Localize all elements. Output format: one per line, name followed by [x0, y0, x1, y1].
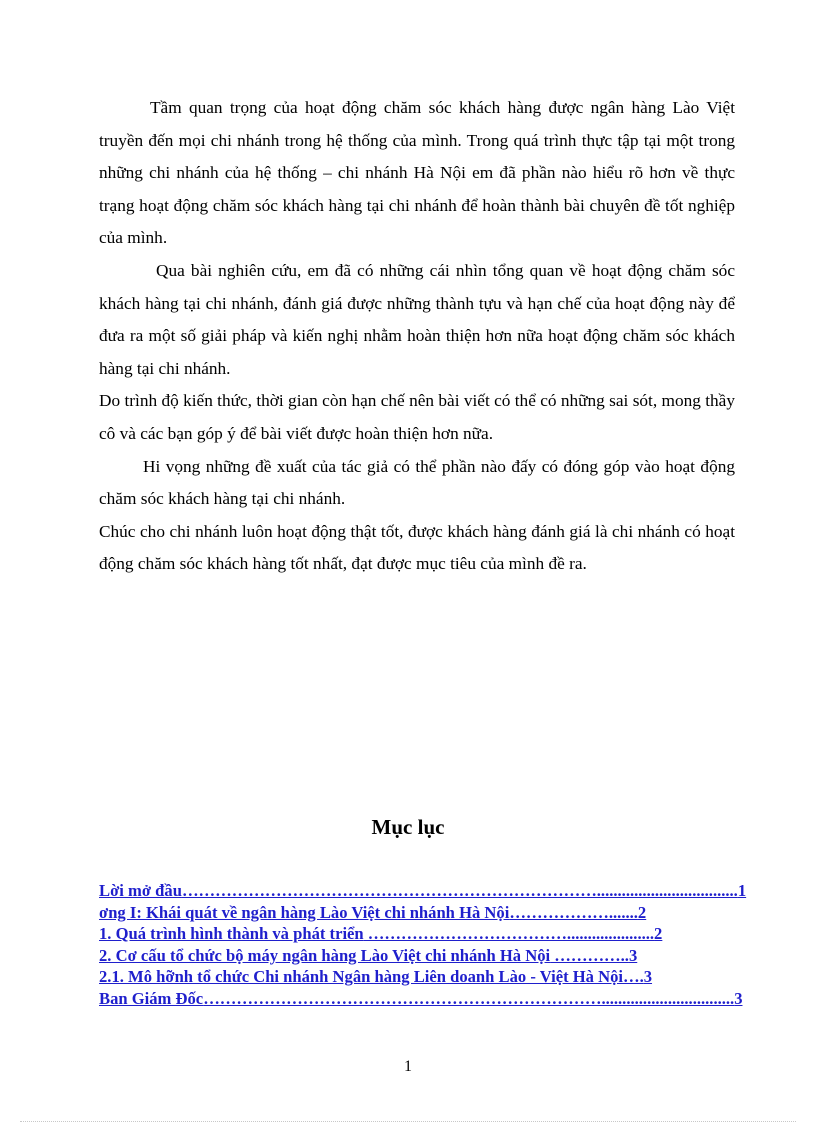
toc-entry-ban-giam-doc[interactable]: Ban Giám Đốc………………………………………………………………................................3 [99, 988, 743, 1008]
toc-entry-page: 3 [734, 988, 743, 1008]
toc-entry-co-cau[interactable]: 2. Cơ cấu tổ chức bộ máy ngân hàng Lào Việt chi nhánh Hà Nội …………..3 [99, 945, 638, 965]
page-number: 1 [404, 1058, 412, 1075]
toc-entry-text: 2.1. Mô hỡnh tổ chức Chi nhánh Ngân hàng Liên doanh Lào - Việt Hà Nội [99, 967, 623, 987]
toc-entry-text: ơng I: Khái quát về ngân hàng Lào Việt chi nhánh Hà Nội [99, 902, 510, 922]
toc-entry-page: 1 [737, 881, 747, 900]
paragraph-4: Hi vọng những đề xuất của tác giả có thể phần nào đấy có đóng góp vào hoạt động chăm sóc khách hàng tại chi nhánh. [99, 456, 735, 509]
toc-title: Mục lục [371, 815, 445, 839]
toc-entry-mo-hinh[interactable]: 2.1. Mô hỡnh tổ chức Chi nhánh Ngân hàng Liên doanh Lào - Việt Hà Nội….3 [99, 967, 653, 987]
paragraph-1: Tầm quan trọng của hoạt động chăm sóc khách hàng được ngân hàng Lào Việt truyền đến mọi chi nhánh trong hệ thống của mình. Trong quá trình thực tập tại một trong những chi nhánh của hệ thống – chi nhánh Hà Nội em đã phần nào hiểu rõ hơn về thực trạng hoạt động chăm sóc khách hàng tại chi nhánh để hoàn thành bài chuyên đề tốt nghiệp của mình. [99, 98, 735, 248]
toc-entry-page: 2 [654, 924, 663, 944]
paragraph-2: Qua bài nghiên cứu, em đã có những cái nhìn tổng quan về hoạt động chăm sóc khách hàng tại chi nhánh, đánh giá được những thành tựu và hạn chế của hoạt động này để đưa ra một số giải pháp và kiến nghị nhằm hoàn thiện hơn nữa hoạt động chăm sóc khách hàng tại chi nhánh. [99, 260, 735, 378]
toc-entry-text: Lời mở đầu [99, 881, 182, 900]
toc-entry-page: 2 [637, 902, 647, 922]
page-edge-divider [20, 1121, 796, 1122]
toc-entry-loi-mo-dau[interactable]: Lời mở đầu…………………………………………………………………..................................1 [99, 881, 747, 900]
paragraph-3: Do trình độ kiến thức, thời gian còn hạn chế nên bài viết có thể có những sai sót, mong thầy cô và các bạn góp ý để bài viết được hoàn thiện hơn nữa. [99, 391, 735, 443]
table-of-contents [99, 880, 759, 1010]
toc-entry-text: 1. Quá trình hình thành và phát triển [99, 924, 364, 944]
toc-entry-text: 2. Cơ cấu tổ chức bộ máy ngân hàng Lào Việt chi nhánh Hà Nội [99, 945, 551, 965]
paragraph-5: Chúc cho chi nhánh luôn hoạt động thật tốt, được khách hàng đánh giá là chi nhánh có hoạt động chăm sóc khách hàng tốt nhất, đạt được mục tiêu của mình đề ra. [99, 521, 735, 574]
toc-entry-qua-trinh[interactable]: 1. Quá trình hình thành và phát triển ……………………………….....................2 [99, 924, 663, 944]
toc-entry-page: 3 [628, 945, 638, 965]
toc-entry-text: Ban Giám Đốc [99, 988, 204, 1008]
toc-entry-chuong-1[interactable]: ơng I: Khái quát về ngân hàng Lào Việt chi nhánh Hà Nội……………….......2 [99, 902, 647, 922]
toc-entry-page: 3 [643, 967, 653, 987]
body-text [99, 92, 735, 581]
